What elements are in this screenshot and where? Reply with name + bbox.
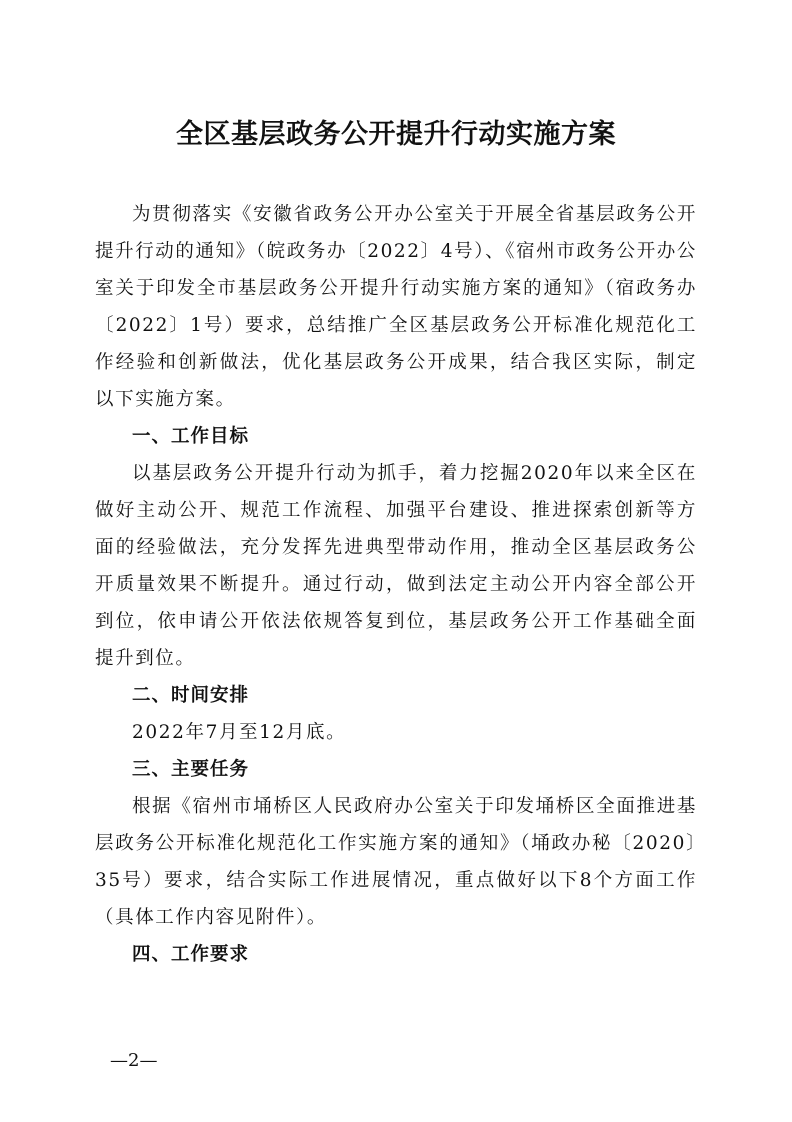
document-body: [95, 196, 697, 973]
intro-paragraph: 为贯彻落实《安徽省政务公开办公室关于开展全省基层政务公开提升行动的通知》（皖政务办〔2022〕4号）、《宿州市政务公开办公室关于印发全市基层政务公开提升行动实施方案的通知》（宿政务办〔2022〕1号）要求，总结推广全区基层政务公开标准化规范化工作经验和创新做法，优化基层政务公开成果，结合我区实际，制定以下实施方案。: [95, 204, 697, 410]
section-heading-tasks: 三、主要任务: [132, 759, 250, 780]
section-heading-requirements: 四、工作要求: [132, 944, 250, 965]
section-heading-schedule: 二、时间安排: [132, 685, 250, 706]
section-body-goals: 以基层政务公开提升行动为抓手，着力挖掘2020年以来全区在做好主动公开、规范工作流程、加强平台建设、推进探索创新等方面的经验做法，充分发挥先进典型带动作用，推动全区基层政务公开质量效果不断提升。通过行动，做到法定主动公开内容全部公开到位，依申请公开依法依规答复到位，基层政务公开工作基础全面提升到位。: [95, 463, 697, 669]
document-title: 全区基层政务公开提升行动实施方案: [176, 119, 616, 150]
section-heading-goals: 一、工作目标: [132, 426, 250, 447]
section-body-schedule: 2022年7月至12月底。: [132, 722, 347, 743]
page-number: —2—: [110, 1050, 158, 1071]
section-body-tasks: 根据《宿州市埇桥区人民政府办公室关于印发埇桥区全面推进基层政务公开标准化规范化工作实施方案的通知》（埇政办秘〔2020〕35号）要求，结合实际工作进展情况，重点做好以下8个方面工作（具体工作内容见附件）。: [95, 796, 697, 928]
